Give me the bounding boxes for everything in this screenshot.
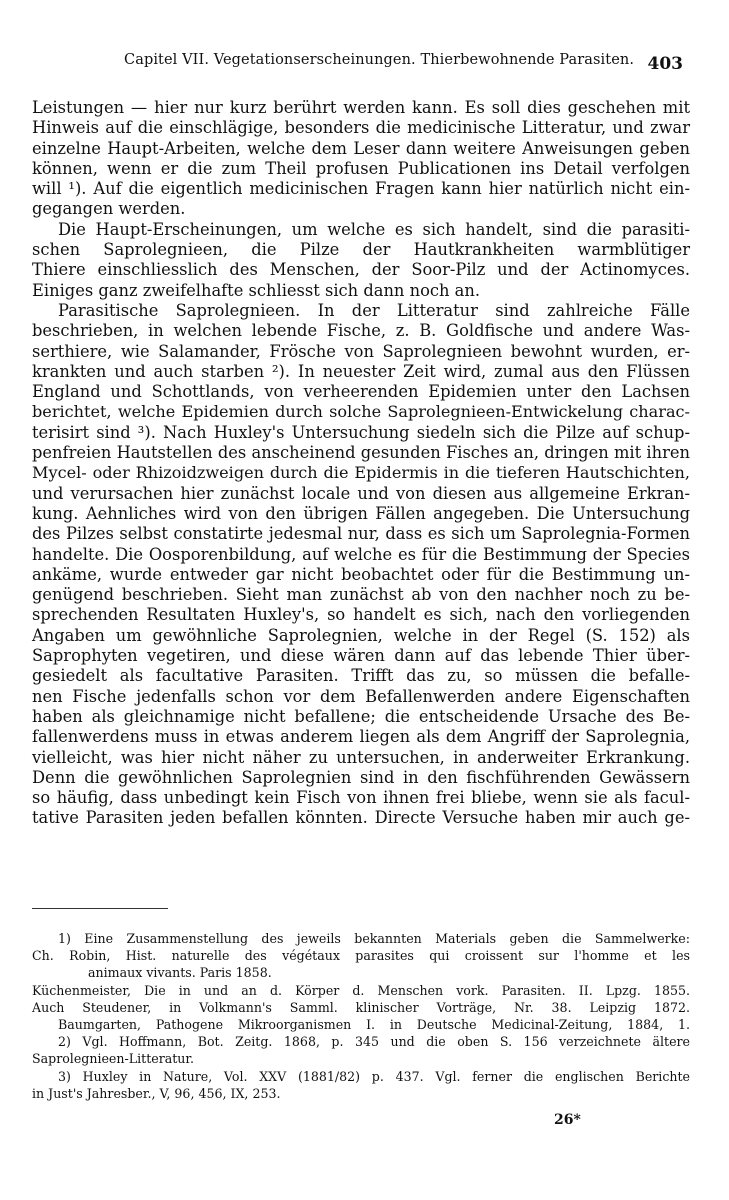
body-line: sprechenden Resultaten Huxley's, so handelt es sich, nach den vorliegenden [32,605,690,625]
body-line: Einiges ganz zweifelhafte schliesst sich dann noch an. [32,280,481,300]
body-line: Hinweis auf die einschlägige, besonders die medicinische Litteratur, und zwar [32,118,690,138]
body-line: Thiere einschliesslich des Menschen, der Soor-Pilz und der Actinomyces. [32,260,690,280]
running-head: Capitel VII. Vegetationserscheinungen. Thierbewohnende Parasiten. [124,52,635,68]
body-line: Angaben um gewöhnliche Saprolegnien, welche in der Regel (S. 152) als [32,625,690,645]
body-line: Saprophyten vegetiren, und diese wären dann auf das lebende Thier über- [32,646,690,666]
body-line: einzelne Haupt-Arbeiten, welche dem Leser dann weitere Anweisungen geben [32,138,690,158]
page-number: 403 [647,54,683,74]
body-line: haben als gleichnamige nicht befallene; die entscheidende Ursache des Be- [32,706,690,726]
body-line: des Pilzes selbst constatirte jedesmal nur, dass es sich um Saprolegnia-Formen [32,524,690,544]
footnote-line: Küchenmeister, Die in und an d. Körper d. Menschen vork. Parasiten. II. Lpzg. 1855. [32,982,690,998]
body-line: können, wenn er die zum Theil profusen Publicationen ins Detail verfolgen [32,158,690,178]
body-line: serthiere, wie Salamander, Frösche von Saprolegnieen bewohnt wurden, er- [32,341,690,361]
footnote-line: animaux vivants. Paris 1858. [88,965,272,981]
body-line: Die Haupt-Erscheinungen, um welche es sich handelt, sind die parasiti- [58,219,690,239]
body-text [32,98,690,829]
page-header [0,52,729,78]
body-line: tative Parasiten jeden befallen könnten. Directe Versuche haben mir auch ge- [32,808,690,828]
body-line: gegangen werden. [32,199,186,219]
footnote-line: 1) Eine Zusammenstellung des jeweils bekannten Materials geben die Sammelwerke: [58,931,690,946]
body-line: Parasitische Saprolegnieen. In der Litteratur sind zahlreiche Fälle [58,300,690,320]
body-line: gesiedelt als facultative Parasiten. Trifft das zu, so müssen die befalle- [32,666,690,686]
body-line: ankäme, wurde entweder gar nicht beobachtet oder für die Bestimmung un- [32,564,690,584]
footnote-line: in Just's Jahresber., V, 96, 456, IX, 253. [32,1085,281,1101]
footnote-line: Ch. Robin, Hist. naturelle des végétaux parasites qui croissent sur l'homme et les [32,948,690,964]
body-line: so häufig, dass unbedingt kein Fisch von ihnen frei bliebe, wenn sie als facul- [32,788,690,808]
footnote-line: 2) Vgl. Hoffmann, Bot. Zeitg. 1868, p. 345 und die oben S. 156 verzeichnete ältere [58,1034,690,1050]
footnotes [32,930,690,1102]
body-line: genügend beschrieben. Sieht man zunächst ab von den nachher noch zu be- [32,585,690,605]
footnote-line: Saprolegnieen-Litteratur. [32,1051,195,1067]
body-line: England und Schottlands, von verheerenden Epidemien unter den Lachsen [32,382,690,402]
body-line: Denn die gewöhnlichen Saprolegnien sind in den fischführenden Gewässern [32,767,690,787]
footnote-rule [32,908,168,909]
body-line: handelte. Die Oosporenbildung, auf welche es für die Bestimmung der Species [32,544,690,564]
footnote-line: 3) Huxley in Nature, Vol. XXV (1881/82) p. 437. Vgl. ferner die englischen Berichte [58,1068,690,1084]
body-line: schen Saprolegnieen, die Pilze der Hautkrankheiten warmblütiger [32,240,690,260]
body-line: und verursachen hier zunächst locale und von diesen aus allgemeine Erkran- [32,483,690,503]
body-line: beschrieben, in welchen lebende Fische, z. B. Goldfische und andere Was- [32,321,690,341]
body-line: nen Fische jedenfalls schon vor dem Befallenwerden andere Eigenschaften [32,686,690,706]
body-line: terisirt sind ³). Nach Huxley's Untersuchung siedeln sich die Pilze auf schup- [32,422,690,442]
body-line: berichtet, welche Epidemien durch solche Saprolegnieen-Entwickelung charac- [32,402,690,422]
body-line: Mycel- oder Rhizoidzweigen durch die Epidermis in die tieferen Hautschichten, [32,463,690,483]
body-line: Leistungen — hier nur kurz berührt werden kann. Es soll dies geschehen mit [32,98,690,117]
body-line: vielleicht, was hier nicht näher zu untersuchen, in anderweiter Erkrankung. [32,747,690,767]
footnote-line: Baumgarten, Pathogene Mikroorganismen I. in Deutsche Medicinal-Zeitung, 1884, 1. [58,1016,690,1032]
body-line: fallenwerdens muss in etwas anderem liegen als dem Angriff der Saprolegnia, [32,727,690,747]
body-line: penfreien Hautstellen des anscheinend gesunden Fisches an, dringen mit ihren [32,443,690,463]
body-line: kung. Aehnliches wird von den übrigen Fällen angegeben. Die Untersuchung [32,503,690,523]
body-line: will ¹). Auf die eigentlich medicinischen Fragen kann hier natürlich nicht ein- [32,179,690,199]
body-line: krankten und auch starben ²). In neuester Zeit wird, zumal aus den Flüssen [32,361,690,381]
footnote-line: Auch Steudener, in Volkmann's Samml. klinischer Vorträge, Nr. 38. Leipzig 1872. [32,999,690,1015]
signature-mark: 26* [554,1112,581,1128]
